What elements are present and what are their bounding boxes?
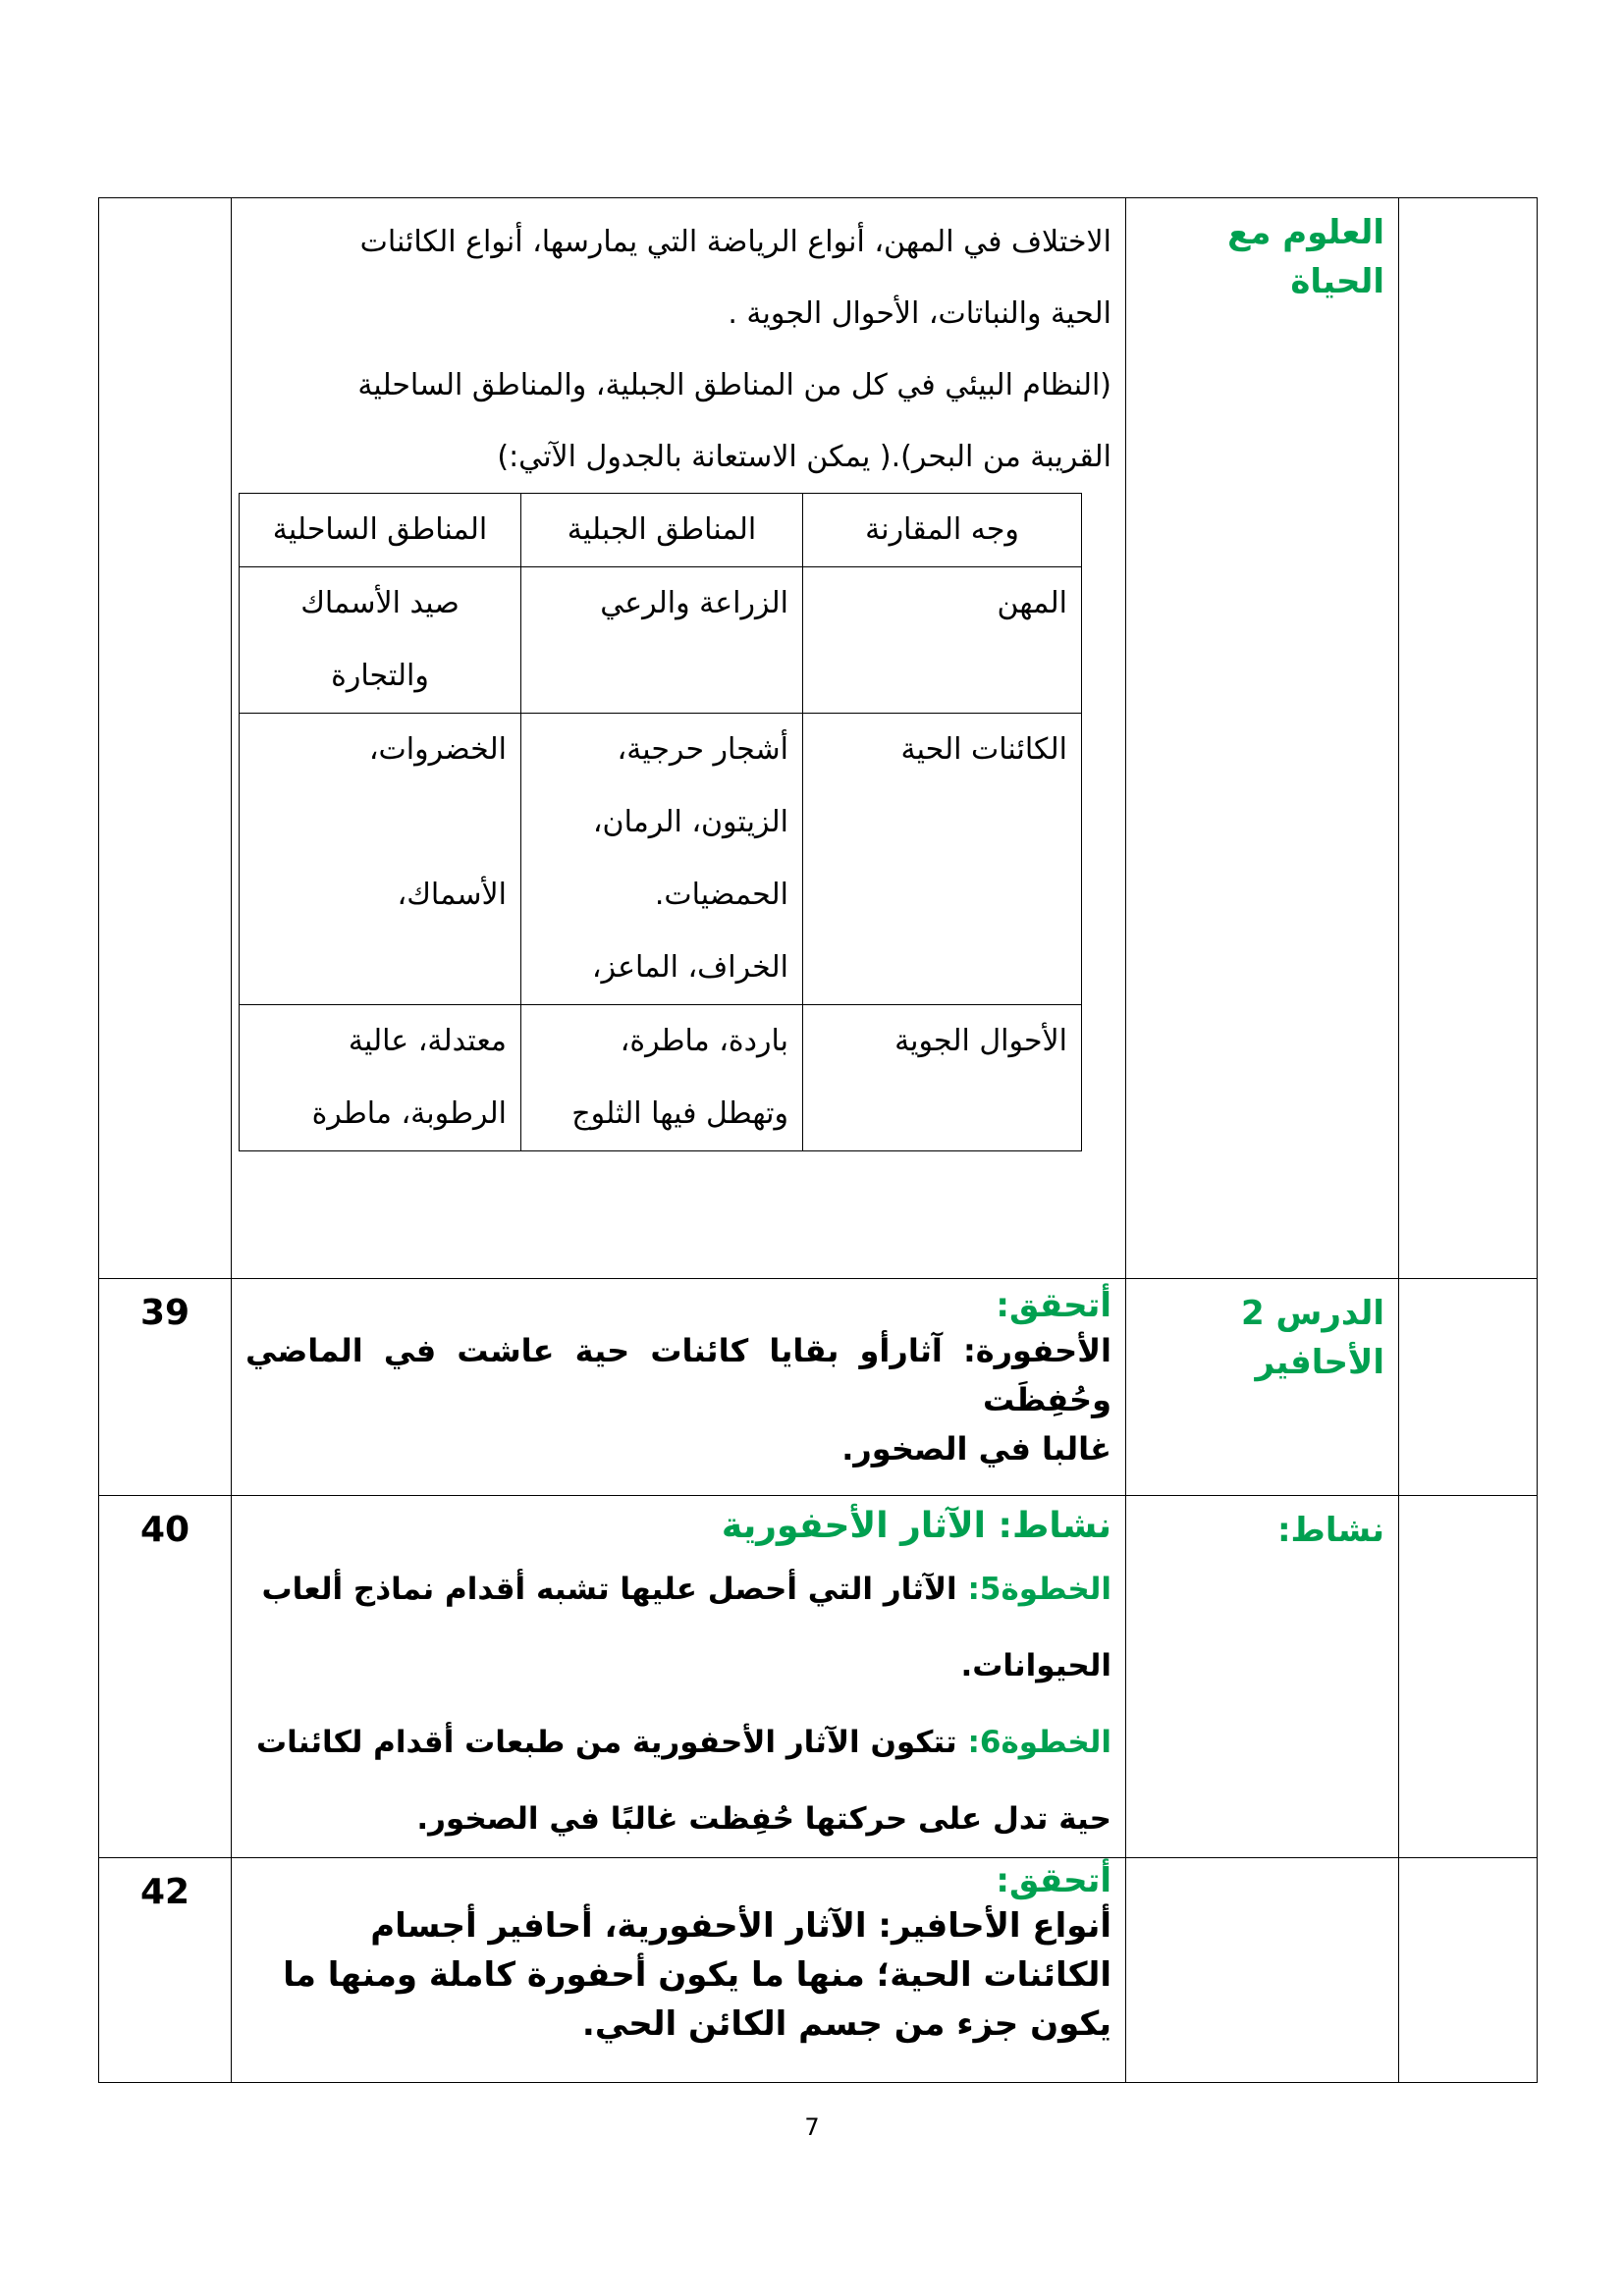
- lesson-title: الحياة: [1290, 262, 1384, 301]
- intro-paragraph: [232, 198, 1125, 493]
- exercise-cell: [1399, 1279, 1538, 1496]
- cell-aspect: المهن: [803, 567, 1082, 714]
- text-line: أنواع الأحافير: الآثار الأحفورية، أحافير أجسام: [370, 1906, 1111, 1946]
- cell-aspect: الكائنات الحية: [803, 714, 1082, 1005]
- header-coastal: المناطق الساحلية: [240, 494, 521, 567]
- section-header: أتحقق:: [996, 1861, 1111, 1900]
- page-number: 7: [804, 2113, 820, 2141]
- text-line: يكون جزء من جسم الكائن الحي.: [581, 2004, 1111, 2044]
- lesson-title: نشاط:: [1276, 1511, 1384, 1550]
- text-line: الحيوانات.: [960, 1648, 1111, 1683]
- lesson-cell: [1126, 1496, 1399, 1858]
- comparison-row: [240, 1005, 1082, 1151]
- header-mountain: المناطق الجبلية: [521, 494, 803, 567]
- lesson-title: الأحافير: [1255, 1343, 1384, 1382]
- lesson-cell: [1126, 1858, 1399, 2083]
- definition-text: [245, 1326, 1111, 1473]
- lesson-cell: [1126, 1279, 1399, 1496]
- text-line: (النظام البيئي في كل من المناطق الجبلية، والمناطق الساحلية: [357, 368, 1111, 402]
- content-cell: [232, 1496, 1126, 1858]
- header-aspect: وجه المقارنة: [803, 494, 1082, 567]
- lesson-cell: [1126, 198, 1399, 1279]
- step-5-label: الخطوة5:: [967, 1572, 1111, 1607]
- cell-mountain: الزراعة والرعي: [521, 567, 803, 714]
- content-cell: [232, 1858, 1126, 2083]
- table-row: [99, 1279, 1538, 1496]
- text-line: حية تدل على حركتها حُفِظت غالبًا في الصخور.: [416, 1801, 1111, 1837]
- lesson-title: العلوم مع: [1227, 213, 1384, 252]
- text-line: الحية والنباتات، الأحوال الجوية .: [728, 296, 1111, 331]
- cell-mountain: باردة، ماطرة، وتهطل فيها الثلوج: [521, 1005, 803, 1151]
- exercise-cell: [1399, 198, 1538, 1279]
- step-6-label: الخطوة6:: [967, 1725, 1111, 1760]
- cell-coastal: الخضروات، الأسماك،: [240, 714, 521, 1005]
- text-line: الأحفورة: آثارأو بقايا كائنات حية عاشت في الماضي وحُفِظَت: [245, 1332, 1111, 1418]
- table-row: [99, 1496, 1538, 1858]
- content-cell: [232, 198, 1126, 1279]
- text-line: غالبا في الصخور.: [841, 1430, 1111, 1468]
- activity-header: نشاط: الآثار الأحفورية: [721, 1506, 1111, 1546]
- lesson-title: الدرس 2: [1240, 1294, 1384, 1333]
- answer-text: [245, 1901, 1111, 2049]
- page-ref: 42: [139, 1872, 190, 1912]
- cell-aspect: الأحوال الجوية: [803, 1005, 1082, 1151]
- comparison-table: [239, 493, 1082, 1151]
- comparison-row: [240, 567, 1082, 714]
- page-cell: [99, 1858, 232, 2083]
- table-row: [99, 1858, 1538, 2083]
- step-5-line: الخطوة5: الآثار التي أحصل عليها تشبه أقدام نماذج ألعاب: [261, 1572, 1111, 1607]
- text-line: الكائنات الحية؛ منها ما يكون أحفورة كاملة ومنها ما: [283, 1955, 1111, 1995]
- table-row: [99, 198, 1538, 1279]
- section-header: أتحقق:: [996, 1286, 1111, 1325]
- cell-coastal: صيد الأسماك والتجارة: [240, 567, 521, 714]
- cell-mountain: أشجار حرجية، الزيتون، الرمان، الحمضيات. الخراف، الماعز،: [521, 714, 803, 1005]
- step-6-line: الخطوة6: تتكون الآثار الأحفورية من طبعات أقدام لكائنات: [255, 1725, 1111, 1760]
- page-cell: [99, 1496, 232, 1858]
- activity-steps: [245, 1551, 1111, 1857]
- page-ref: 39: [139, 1293, 190, 1333]
- page-ref: 40: [139, 1510, 190, 1550]
- exercise-cell: [1399, 1496, 1538, 1858]
- content-cell: [232, 1279, 1126, 1496]
- page-ref: [99, 198, 231, 212]
- page-cell: [99, 198, 232, 1279]
- lesson-plan-table: [98, 197, 1538, 2083]
- text-line: القريبة من البحر).( يمكن الاستعانة بالجدول الآتي:): [497, 440, 1111, 474]
- page-cell: [99, 1279, 232, 1496]
- exercise-cell: [1399, 1858, 1538, 2083]
- cell-coastal: معتدلة، عالية الرطوبة، ماطرة: [240, 1005, 521, 1151]
- comparison-header-row: [240, 494, 1082, 567]
- comparison-row: [240, 714, 1082, 1005]
- text-line: الاختلاف في المهن، أنواع الرياضة التي يمارسها، أنواع الكائنات: [359, 225, 1111, 259]
